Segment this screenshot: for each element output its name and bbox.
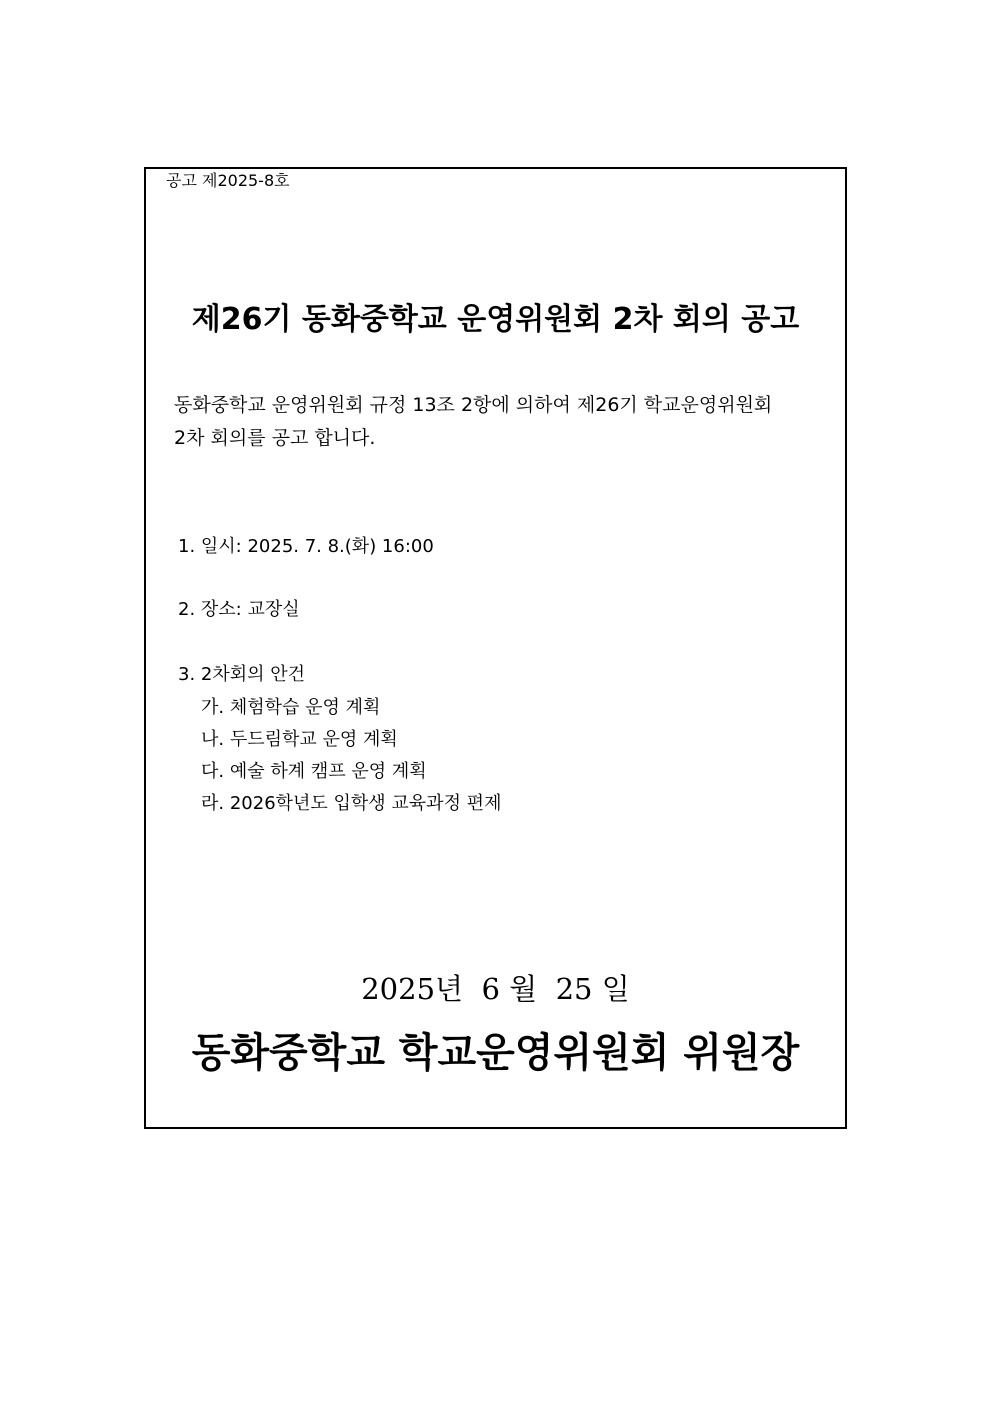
notice-document xyxy=(144,167,847,1129)
agenda-item: 다. 예술 하계 캠프 운영 계획 xyxy=(201,761,427,782)
meeting-datetime: 1. 일시: 2025. 7. 8.(화) 16:00 xyxy=(178,536,434,557)
agenda-heading: 3. 2차회의 안건 xyxy=(178,664,306,685)
notice-number: 공고 제2025-8호 xyxy=(166,171,290,190)
agenda-item: 가. 체험학습 운영 계획 xyxy=(201,697,381,718)
notice-intro xyxy=(174,389,834,455)
agenda-item: 라. 2026학년도 입학생 교육과정 편제 xyxy=(201,793,502,814)
agenda-list xyxy=(201,692,501,820)
intro-line-2: 2차 회의를 공고 합니다. xyxy=(174,427,376,449)
agenda-item: 나. 두드림학교 운영 계획 xyxy=(201,729,398,750)
notice-title: 제26기 동화중학교 운영위원회 2차 회의 공고 xyxy=(191,302,800,337)
signature-line: 동화중학교 학교운영위원회 위원장 xyxy=(191,1029,800,1076)
intro-line-1: 동화중학교 운영위원회 규정 13조 2항에 의하여 제26기 학교운영위원회 xyxy=(174,394,773,416)
meeting-location: 2. 장소: 교장실 xyxy=(178,599,300,620)
notice-date: 2025년 6 월 25 일 xyxy=(361,972,630,1006)
